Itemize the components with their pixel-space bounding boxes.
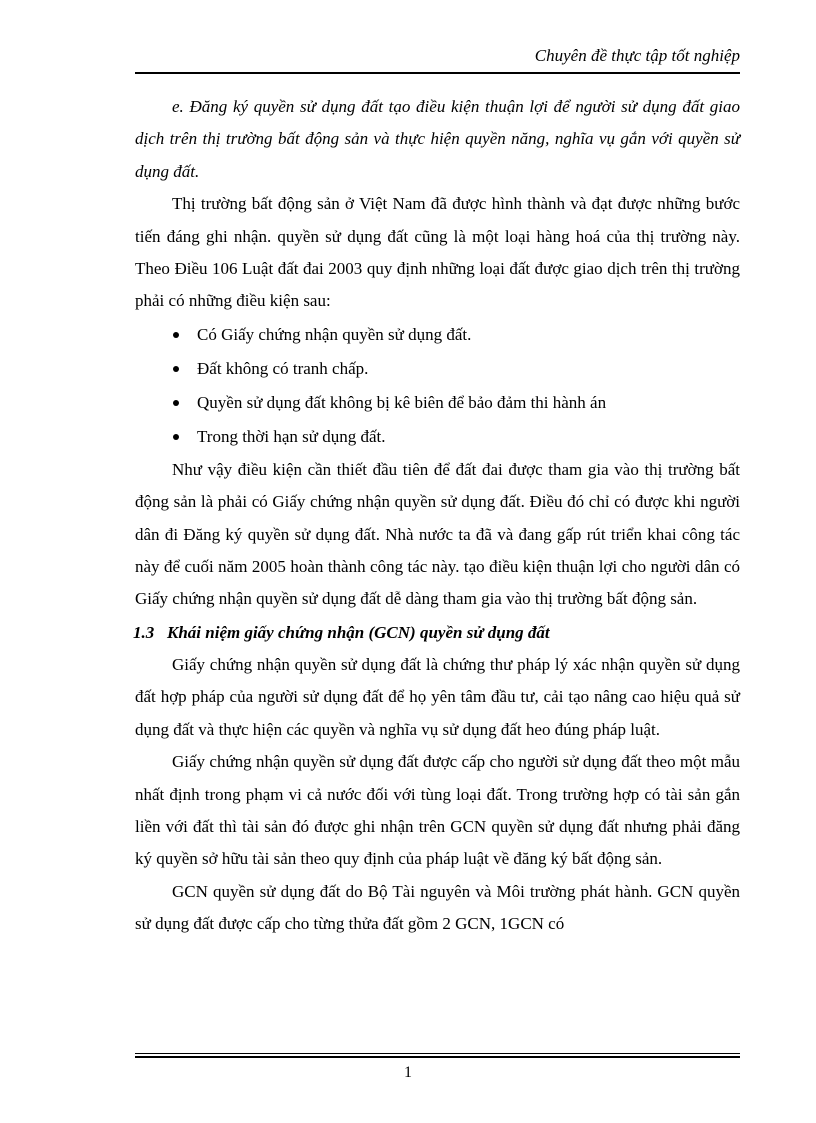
paragraph-concept: Giấy chứng nhận quyền sử dụng đất là chứng thư pháp lý xác nhận quyền sử dụng đất hợp pháp của người sử dụng đất để họ yên tâm đầu tư, cải tạo nâng cao hiệu quả sử dụng đất và thực hiện các quyền và nghĩa vụ sử dụng đất heo đúng pháp luật. [135,654,740,739]
page-body [135,91,740,941]
list-item-text: Có Giấy chứng nhận quyền sử dụng đất. [197,324,472,344]
footer-rule [135,1053,740,1054]
conditions-list [135,318,740,454]
paragraph-e: e. Đăng ký quyền sử dụng đất tạo điều kiện thuận lợi để người sử dụng đất giao dịch trên thị trường bất động sản và thực hiện quyền năng, nghĩa vụ gắn với quyền sử dụng đất. [135,97,740,181]
list-item [135,386,740,420]
list-item [135,420,740,454]
list-item [135,318,740,352]
header-rule [135,72,740,74]
running-header: Chuyên đề thực tập tốt nghiệp [534,46,740,65]
bullet-icon [173,400,179,406]
bullet-icon [173,366,179,372]
list-item-text: Quyền sử dụng đất không bị kê biên để bảo đảm thi hành án [197,392,607,412]
section-number: 1.3 [133,622,155,642]
paragraph-ministry: GCN quyền sử dụng đất do Bộ Tài nguyên và Môi trường phát hành. GCN quyền sử dụng đất được cấp cho từng thửa đất gồm 2 GCN, 1GCN có [135,881,740,934]
bullet-icon [173,332,179,338]
list-item-text: Đất không có tranh chấp. [197,358,369,378]
section-title: Khái niệm giấy chứng nhận (GCN) quyền sử dụng đất [167,622,550,642]
paragraph-market: Thị trường bất động sản ở Việt Nam đã được hình thành và đạt được những bước tiến đáng ghi nhận. quyền sử dụng đất cũng là một loại hàng hoá của thị trường này. Theo Điều 106 Luật đất đai 2003 quy định những loại đất được giao dịch trên thị trường phải có những điều kiện sau: [135,194,740,311]
paragraph-condition: Như vậy điều kiện cần thiết đầu tiên để đất đai được tham gia vào thị trường bất động sản là phải có Giấy chứng nhận quyền sử dụng đất. Điều đó chỉ có được khi người dân đi Đăng ký quyền sử dụng đất. Nhà nước ta đã và đang gấp rút triển khai công tác này để cuối năm 2005 hoàn thành công tác này. tạo điều kiện thuận lợi cho người dân có Giấy chứng nhận quyền sử dụng đất dễ dàng tham gia vào thị trường bất động sản. [135,459,740,609]
footer-rule-double [135,1056,740,1058]
list-item [135,352,740,386]
bullet-icon [173,434,179,440]
paragraph-issue: Giấy chứng nhận quyền sử dụng đất được cấp cho người sử dụng đất theo một mẫu nhất định trong phạm vi cả nước đối với tùng loại đất. Trong trường hợp có tài sản gắn liền với đất thì tài sản đó được ghi nhận trên GCN quyền sử dụng đất nhưng phải đăng ký quyền sở hữu tài sản theo quy định của pháp luật về đăng ký bất động sản. [135,752,740,869]
page-number: 1 [404,1064,412,1081]
section-heading [133,616,740,649]
list-item-text: Trong thời hạn sử dụng đất. [197,426,386,446]
